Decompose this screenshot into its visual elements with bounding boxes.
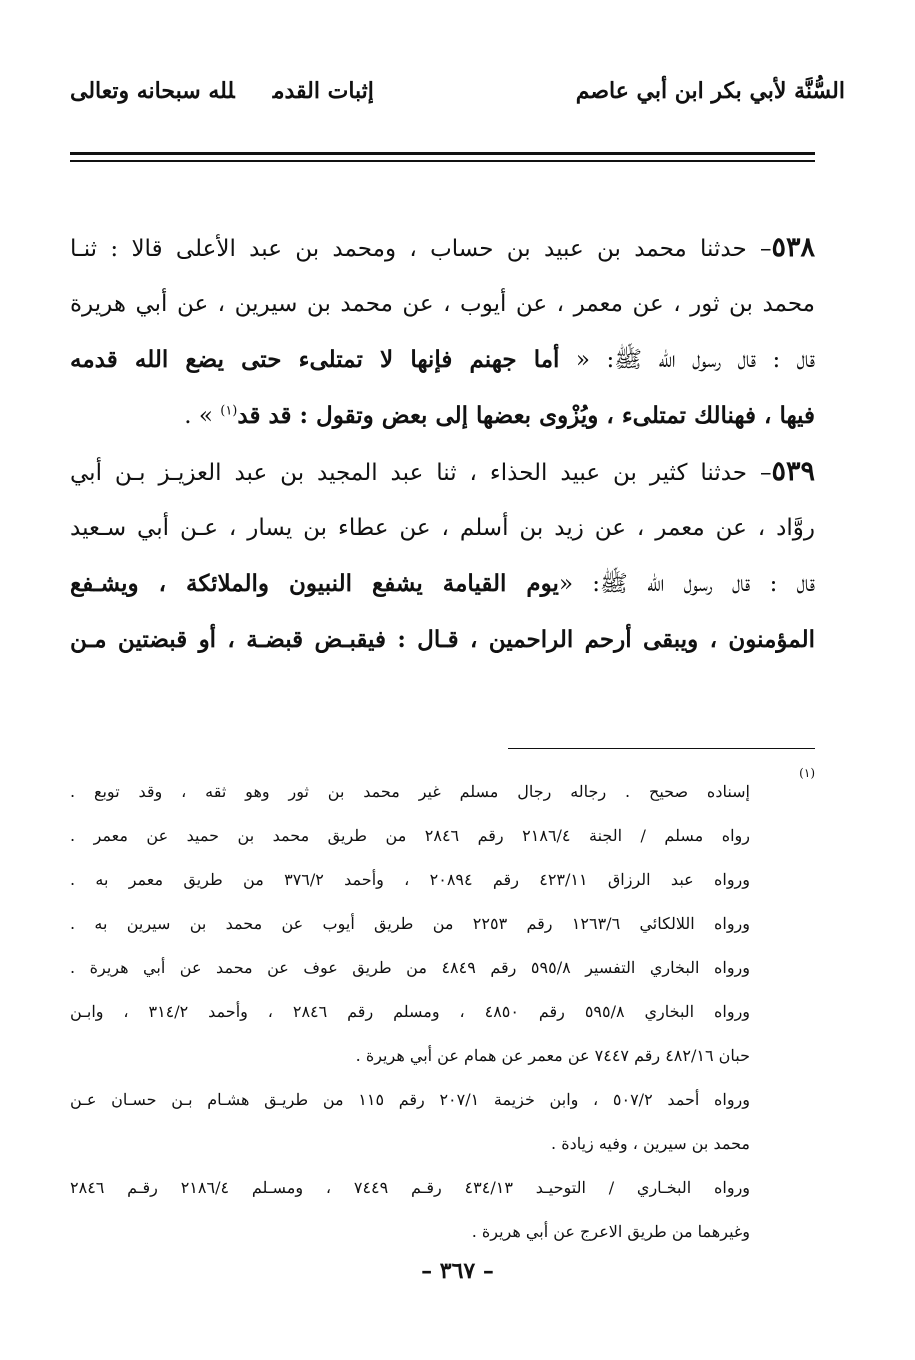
hadith-538-text-4-tail: » . <box>184 403 221 429</box>
main-text <box>70 220 815 668</box>
hadith-538-text-3-plain: قال : قال رسول الله ﷺ: « <box>559 347 815 373</box>
hadith-538-number: ٥٣٨ <box>771 232 815 263</box>
footnote-line: حبان ٤٨٢/١٦ رقم ٧٤٤٧ عن معمر عن همام عن أبي هريرة . <box>355 1046 750 1065</box>
footnote-line: ورواه عبد الرزاق ٤٢٣/١١ رقم ٢٠٨٩٤ ، وأحمد ٣٧٦/٢ من طريق معمر به . <box>70 870 750 889</box>
hadith-538-line-1 <box>70 220 815 276</box>
chapter-title-part1: إثبات القدم <box>272 78 374 104</box>
footnote-line: وغيرهما من طريق الاعرج عن أبي هريرة . <box>471 1222 750 1241</box>
page-number: – ٣٦٧ – <box>421 1258 494 1284</box>
book-title: السُّنَّة لأبي بكر ابن أبي عاصم <box>575 78 845 104</box>
footnotes <box>70 770 750 1254</box>
footnote-line: محمد بن سيرين ، وفيه زيادة . <box>551 1134 750 1153</box>
chapter-title-part2: لله سبحانه وتعالى <box>70 78 235 104</box>
hadith-538-line-3 <box>70 332 815 388</box>
hadith-538-text-4-bold: فيها ، فهنالك تمتلىء ، ويُزْوى بعضها إلى بعض وتقول : قد قد <box>237 402 815 429</box>
hadith-539-line-2 <box>70 500 815 556</box>
footnote-line: رواه مسلم / الجنة ٢١٨٦/٤ رقم ٢٨٤٦ من طريق محمد بن حميد عن معمر . <box>70 826 750 845</box>
footnote-line: ورواه اللالكائي ١٢٦٣/٦ رقم ٢٢٥٣ من طريق أيوب عن محمد بن سيرين به . <box>70 914 750 933</box>
hadith-539-number: ٥٣٩ <box>771 456 815 487</box>
hadith-539-text-4-bold: المؤمنون ، ويبقى أرحم الراحمين ، قـال : فيقبـض قبضـة ، أو قبضتين مـن <box>70 626 815 653</box>
header-rule-thin <box>70 160 815 162</box>
hadith-539-line-4 <box>70 612 815 668</box>
footnote-line: ورواه أحمد ٥٠٧/٢ ، وابن خزيمة ٢٠٧/١ رقم ١١٥ من طريـق هشـام بـن حسـان عـن <box>70 1090 750 1109</box>
hadith-538-text-3-bold: أما جهنم فإنها لا تمتلىء حتى يضع الله قدمه <box>70 346 560 373</box>
footnote-separator <box>508 748 815 749</box>
footnote-line: ورواه البخـاري / التوحيـد ٤٣٤/١٣ رقـم ٧٤٤٩ ، ومسـلم ٢١٨٦/٤ رقـم ٢٨٤٦ <box>70 1178 750 1197</box>
chapter-title <box>70 78 374 104</box>
hadith-539-text-3-bold: يوم القيامة يشفع النبيون والملائكة ، ويشـفع <box>70 570 559 597</box>
hadith-538-line-4 <box>70 388 815 444</box>
footnote-line: ورواه البخاري ٥٩٥/٨ رقم ٤٨٥٠ ، ومسلم رقم ٢٨٤٦ ، وأحمد ٣١٤/٢ ، وابـن <box>70 1002 750 1021</box>
footnote-line: ورواه البخاري التفسير ٥٩٥/٨ رقم ٤٨٤٩ من طريق عوف عن محمد عن أبي هريرة . <box>70 958 750 977</box>
hadith-538-text-2: محمد بن ثور ، عن معمر ، عن أيوب ، عن محمد بن سيرين ، عن أبي هريرة <box>70 291 815 317</box>
running-header <box>70 78 845 118</box>
hadith-539-text-2: روَّاد ، عن معمر ، عن زيد بن أسلم ، عن عطاء بن يسار ، عـن أبي سـعيد <box>70 515 815 541</box>
hadith-538-line-2 <box>70 276 815 332</box>
footnote-ref-1[interactable]: (١) <box>220 403 238 419</box>
header-rule-thick <box>70 152 815 155</box>
hadith-538-text-1: – حدثنا محمد بن عبيد بن حساب ، ومحمد بن عبد الأعلى قالا : ثنـا <box>70 236 772 262</box>
footnote-marker: (١) <box>799 766 815 780</box>
hadith-539-text-3-plain: قال : قال رسول الله ﷺ: « <box>558 571 815 597</box>
hadith-539-line-3 <box>70 556 815 612</box>
footnote-line: إسناده صحيح . رجاله رجال مسلم غير محمد بن ثور وهو ثقه ، وقد توبع . <box>70 782 750 801</box>
hadith-539-line-1 <box>70 444 815 500</box>
hadith-539-text-1: – حدثنا كثير بن عبيد الحذاء ، ثنا عبد المجيد بن عبد العزيـز بـن أبي <box>70 460 772 486</box>
